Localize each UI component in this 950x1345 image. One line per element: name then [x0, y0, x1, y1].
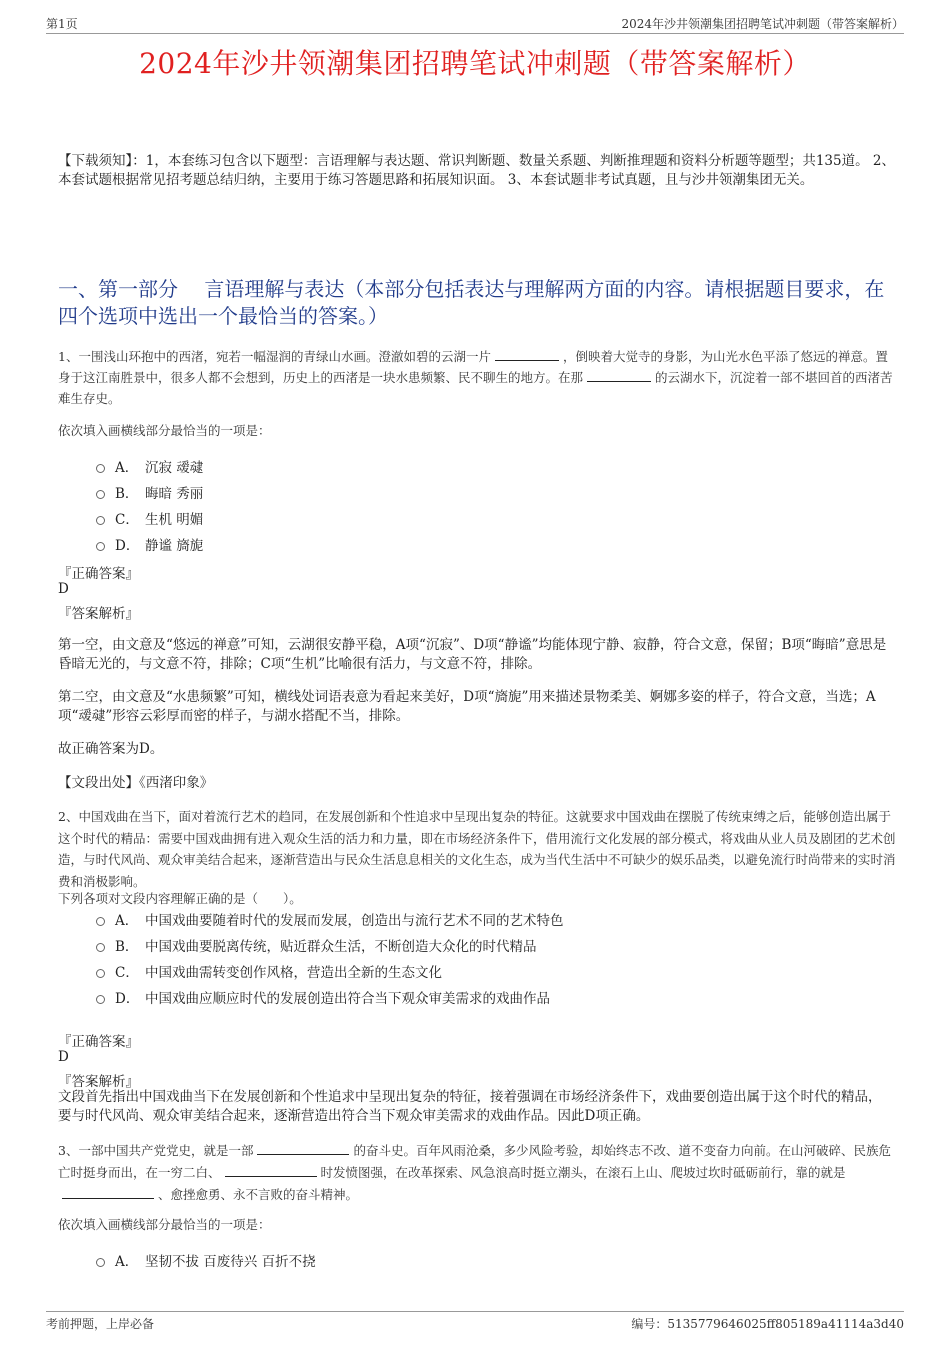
- option-letter: B．: [115, 939, 139, 955]
- q1-analysis-label: 『答案解析』: [58, 606, 139, 622]
- option-letter: A．: [115, 1254, 139, 1270]
- q2-analysis-label: 『答案解析』: [58, 1074, 139, 1090]
- question-3-prompt: 依次填入画横线部分最恰当的一项是：: [58, 1217, 271, 1232]
- option-text: 中国戏曲应顺应时代的发展创造出符合当下观众审美需求的戏曲作品: [145, 991, 550, 1007]
- option-text: 中国戏曲要随着时代的发展而发展，创造出与流行艺术不同的艺术特色: [145, 913, 564, 929]
- q3-option-a[interactable]: [96, 1249, 316, 1271]
- radio-icon[interactable]: [96, 917, 105, 926]
- option-text: 中国戏曲要脱离传统，贴近群众生活，不断创造大众化的时代精品: [145, 939, 537, 955]
- radio-icon[interactable]: [96, 943, 105, 952]
- question-2-text: 2、中国戏曲在当下，面对着流行艺术的趋同，在发展创新和个性追求中呈现出复杂的特征。这就要求中国戏曲在摆脱了传统束缚之后，能够创造出属于这个时代的精品：需要中国戏曲拥有进入观众生活的活力和力量，即在市场经济条件下，借用流行文化发展的部分模式，将戏曲从业人员及剧团的艺术创造，与时代风尚、观众审美结合起来，逐渐营造出与民众生活息息相关的文化生态，成为当代生活中不可缺少的娱乐品类，以避免流行时尚带来的实时消费和消极影响。: [58, 809, 896, 889]
- option-letter: B．: [115, 486, 139, 502]
- option-letter: C．: [115, 965, 139, 981]
- radio-icon[interactable]: [96, 542, 105, 551]
- q1-source: 【文段出处】《西渚印象》: [58, 775, 214, 791]
- q2-answer-label: 『正确答案』: [58, 1034, 139, 1050]
- option-letter: A．: [115, 460, 139, 476]
- option-letter: A．: [115, 913, 139, 929]
- option-letter: D．: [115, 538, 140, 554]
- radio-icon[interactable]: [96, 995, 105, 1004]
- page-title: 2024年沙井领潮集团招聘笔试冲刺题（带答案解析）: [139, 47, 811, 80]
- header-rule: [46, 33, 904, 34]
- q2-answer: D: [58, 1049, 69, 1065]
- option-letter: D．: [115, 991, 140, 1007]
- answer-blank: [587, 369, 651, 382]
- q1-answer-label: 『正确答案』: [58, 566, 139, 582]
- answer-blank: [225, 1164, 317, 1177]
- question-1-text: [58, 346, 898, 409]
- q1-option-a[interactable]: [96, 455, 203, 477]
- download-notice: 【下载须知】：1，本套练习包含以下题型：言语理解与表达题、常识判断题、数量关系题、判断推理题和资料分析题等题型；共135道。 2、本套试题根据常见招考题总结归纳，主要用于练习答题思路和拓展知识面。 3、本套试题非考试真题，且与沙井领潮集团无关。: [58, 153, 895, 188]
- option-text: 坚韧不拔 百废待兴 百折不挠: [145, 1254, 316, 1270]
- page-number: 第1页: [46, 17, 78, 31]
- question-1-text-c: 的云湖水下，沉淀着一部不堪回首的西渚苦难生存史。: [58, 370, 893, 406]
- question-3-text-d: 、愈挫愈勇、永不言败的奋斗精神。: [158, 1187, 359, 1202]
- radio-icon[interactable]: [96, 1258, 105, 1267]
- question-1-text-b: ，倒映着大觉寺的身影，为山光水色平添了悠远的禅意。置身于这江南胜景中，很多人都不会想到，历史上的西渚是一块水患频繁、民不聊生的地方。在那: [58, 349, 888, 385]
- header-doc-title: 2024年沙井领潮集团招聘笔试冲刺题（带答案解析）: [621, 17, 904, 31]
- radio-icon[interactable]: [96, 969, 105, 978]
- radio-icon[interactable]: [96, 464, 105, 473]
- option-text: 静谧 旖旎: [145, 538, 204, 554]
- q1-option-d[interactable]: [96, 533, 203, 555]
- question-1-text-a: 1、一围浅山环抱中的西渚，宛若一幅湿润的青绿山水画。澄澈如碧的云湖一片: [58, 349, 491, 364]
- question-3-text: [58, 1140, 898, 1206]
- q2-option-a[interactable]: [96, 908, 564, 930]
- q1-analysis-2: 第二空，由文意及“水患频繁”可知，横线处词语表意为看起来美好，D项“旖旎”用来描述景物柔美、婀娜多姿的样子，符合文意，当选；A项“叆叇”形容云彩厚而密的样子，与湖水搭配不当，排除。: [58, 689, 876, 724]
- q2-option-c[interactable]: [96, 960, 442, 982]
- question-2-prompt: 下列各项对文段内容理解正确的是（ ）。: [58, 891, 302, 906]
- section-1-title: 一、第一部分 言语理解与表达（本部分包括表达与理解两方面的内容。请根据题目要求，在四个选项中选出一个最恰当的答案。）: [58, 277, 885, 328]
- option-text: 中国戏曲需转变创作风格，营造出全新的生态文化: [145, 965, 442, 981]
- radio-icon[interactable]: [96, 516, 105, 525]
- q2-option-b[interactable]: [96, 934, 537, 956]
- q2-analysis: 文段首先指出中国戏曲当下在发展创新和个性追求中呈现出复杂的特征，接着强调在市场经济条件下，戏曲要创造出属于这个时代的精品，要与时代风尚、观众审美结合起来，逐渐营造出符合当下观众审美需求的戏曲作品。因此D项正确。: [58, 1089, 882, 1124]
- q1-answer: D: [58, 581, 69, 597]
- footer-slogan: 考前押题，上岸必备: [46, 1317, 155, 1331]
- radio-icon[interactable]: [96, 490, 105, 499]
- q1-option-c[interactable]: [96, 507, 203, 529]
- q2-option-d[interactable]: [96, 986, 550, 1008]
- option-text: 晦暗 秀丽: [145, 486, 204, 502]
- question-3-text-a: 3、一部中国共产党党史，就是一部: [58, 1143, 254, 1158]
- q1-conclusion: 故正确答案为D。: [58, 741, 164, 757]
- footer-doc-id: 编号：5135779646025ff805189a41114a3d40: [631, 1317, 904, 1331]
- question-3-text-b: 的奋斗史。百年风雨沧桑，多少风险考验，却始终志不改、道不变奋力向前。在山河破碎、民族危亡时挺身而出，在一穷二白、: [58, 1143, 891, 1180]
- question-1-prompt: 依次填入画横线部分最恰当的一项是：: [58, 423, 271, 438]
- question-3-text-c: 时发愤图强，在改革探索、风急浪高时挺立潮头，在滚石上山、爬坡过坎时砥砺前行，靠的就是: [320, 1165, 846, 1180]
- option-text: 沉寂 叆叇: [145, 460, 204, 476]
- answer-blank: [257, 1142, 349, 1155]
- answer-blank: [495, 348, 559, 361]
- answer-blank: [62, 1186, 154, 1199]
- footer-rule: [46, 1311, 904, 1312]
- option-text: 生机 明媚: [145, 512, 204, 528]
- q1-option-b[interactable]: [96, 481, 203, 503]
- option-letter: C．: [115, 512, 139, 528]
- q1-analysis-1: 第一空，由文意及“悠远的禅意”可知，云湖很安静平稳，A项“沉寂”、D项“静谧”均能体现宁静、寂静，符合文意，保留；B项“晦暗”意思是昏暗无光的，与文意不符，排除；C项“生机”比喻很有活力，与文意不符，排除。: [58, 637, 887, 672]
